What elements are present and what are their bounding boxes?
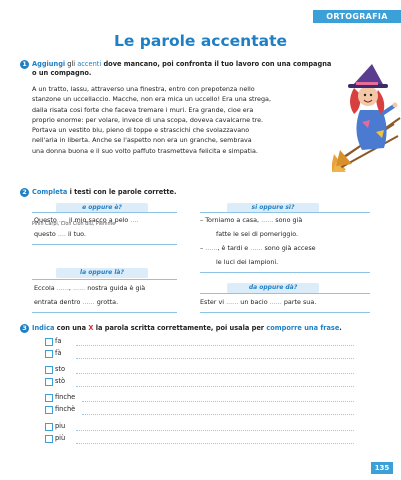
text: il tuo. bbox=[65, 230, 86, 238]
exercise-line bbox=[34, 229, 86, 239]
text: parte sua. bbox=[281, 298, 317, 306]
choice-label-da: da oppure dà? bbox=[227, 283, 319, 293]
exercise-2-instructions bbox=[32, 188, 177, 197]
word-option: più bbox=[55, 434, 66, 442]
divider bbox=[200, 312, 370, 313]
text: – Torniamo a casa, bbox=[200, 216, 262, 224]
checkbox-option[interactable] bbox=[45, 338, 53, 346]
text: questo bbox=[34, 230, 58, 238]
exercise-number-2: 2 bbox=[20, 188, 29, 197]
blank-field[interactable]: ...... bbox=[56, 284, 69, 292]
exercise-3-instructions bbox=[32, 324, 362, 333]
blank-field[interactable]: ...... bbox=[250, 244, 263, 252]
word-option: stò bbox=[55, 377, 66, 385]
checkbox-option[interactable] bbox=[45, 435, 53, 443]
passage-line: nell'aria in liberta. Anche se l'aspetto non era un granche, sembrava bbox=[32, 136, 252, 145]
exercise-line: fatte le sei di pomeriggio. bbox=[216, 230, 299, 238]
instr-verb: Completa bbox=[32, 188, 68, 196]
answer-line[interactable] bbox=[76, 430, 354, 431]
exercise-line bbox=[200, 215, 302, 225]
checkbox-option[interactable] bbox=[45, 406, 53, 414]
text: , bbox=[68, 284, 73, 292]
text: grotta. bbox=[94, 298, 119, 306]
blank-field[interactable]: ...... bbox=[261, 216, 274, 224]
instr-highlight: accenti bbox=[77, 60, 102, 68]
exercise-1-instructions bbox=[32, 60, 332, 77]
exercise-number-3: 3 bbox=[20, 324, 29, 333]
blank-field[interactable]: .... bbox=[130, 216, 139, 224]
exercise-line bbox=[200, 243, 316, 253]
checkbox-option[interactable] bbox=[45, 394, 53, 402]
passage-line: A un tratto, lassu, attraverso una finestra, entro con prepotenza nello bbox=[32, 85, 255, 93]
checkbox-option[interactable] bbox=[45, 378, 53, 386]
text: sono già bbox=[273, 216, 303, 224]
passage-line: una donna buona e il suo volto paffuto trasmetteva felicita e simpatia. bbox=[32, 146, 258, 155]
passage-line: dalla risata cosi forte che faceva tremare i muri. Era grande, cioe era bbox=[32, 105, 254, 114]
word-option: piu bbox=[55, 422, 66, 430]
choice-label-e: e oppure è? bbox=[56, 203, 148, 213]
witch-illustration bbox=[332, 62, 401, 172]
answer-line[interactable] bbox=[82, 401, 354, 402]
passage-line: stanzone un uccellaccio. Macche, non era mica un uccello! Era una strega, bbox=[32, 95, 271, 104]
instr-text: o un compagno. bbox=[32, 68, 92, 77]
word-option: finche bbox=[55, 393, 76, 401]
exercise-line bbox=[34, 283, 145, 293]
choice-label-si: si oppure sì? bbox=[227, 203, 319, 213]
word-option: fa bbox=[55, 337, 62, 345]
text: – bbox=[200, 244, 206, 252]
divider bbox=[200, 272, 370, 273]
instr-text: . bbox=[339, 324, 342, 332]
text: il mio sacco a pelo bbox=[66, 216, 131, 224]
answer-line[interactable] bbox=[76, 358, 354, 359]
instr-verb: Indica bbox=[32, 324, 55, 332]
exercise-number-1: 1 bbox=[20, 60, 29, 69]
instr-text: con una bbox=[54, 324, 89, 332]
exercise-line bbox=[200, 297, 316, 307]
divider bbox=[200, 293, 370, 294]
blank-field[interactable]: ...... bbox=[226, 298, 239, 306]
text: Questo bbox=[34, 216, 59, 224]
instr-text: gli bbox=[65, 60, 78, 68]
text: sono già accese bbox=[262, 244, 316, 252]
blank-field[interactable]: .... bbox=[58, 216, 67, 224]
passage-line: Portava un vestito blu, pieno di toppe e strascichi che svolazzavano bbox=[32, 126, 250, 135]
instr-text: la parola scritta correttamente, poi usala per bbox=[93, 324, 267, 332]
divider bbox=[32, 279, 177, 280]
checkbox-option[interactable] bbox=[45, 366, 53, 374]
choice-label-la: la oppure là? bbox=[56, 268, 148, 278]
divider bbox=[32, 312, 177, 313]
text: entrata dentro bbox=[34, 298, 83, 306]
text: , è tardi e bbox=[217, 244, 251, 252]
blank-field[interactable]: .... bbox=[57, 230, 66, 238]
passage-line: proprio enorme: per volare, invece di una scopa, doveva cavalcarne tre. bbox=[32, 115, 264, 124]
word-option: finchè bbox=[55, 405, 76, 413]
text: Eccola bbox=[34, 284, 57, 292]
blank-field[interactable]: ...... bbox=[205, 244, 218, 252]
page-number: 135 bbox=[371, 462, 393, 474]
instr-verb: Aggiungi bbox=[32, 60, 66, 68]
answer-line[interactable] bbox=[76, 345, 354, 346]
reading-passage bbox=[32, 84, 342, 156]
divider bbox=[200, 212, 370, 213]
blank-field[interactable]: ...... bbox=[82, 298, 95, 306]
passage-source: Pinin Carpi, Cion Cion Blu, Piemme bbox=[32, 222, 116, 227]
answer-line[interactable] bbox=[82, 414, 354, 415]
page-title: Le parole accentate bbox=[113, 32, 288, 50]
exercise-line bbox=[34, 215, 139, 225]
answer-line[interactable] bbox=[76, 443, 354, 444]
blank-field[interactable]: ...... bbox=[269, 298, 282, 306]
divider bbox=[32, 212, 177, 213]
answer-line[interactable] bbox=[76, 373, 354, 374]
exercise-line: le luci dei lampioni. bbox=[216, 258, 279, 266]
text: Ester vi bbox=[200, 298, 227, 306]
instr-text: i testi con le parole corrette. bbox=[67, 188, 177, 196]
checkbox-option[interactable] bbox=[45, 350, 53, 358]
text: un bacio bbox=[238, 298, 270, 306]
instr-text: dove mancano, poi confronta il tuo lavoro con una compagna bbox=[101, 60, 332, 68]
x-mark: X bbox=[88, 324, 94, 332]
text: nostra guida è già bbox=[85, 284, 146, 292]
word-option: sto bbox=[55, 365, 66, 373]
section-tag: ORTOGRAFIA bbox=[313, 10, 401, 23]
word-option: fà bbox=[55, 349, 62, 357]
checkbox-option[interactable] bbox=[45, 423, 53, 431]
divider bbox=[32, 244, 177, 245]
exercise-line bbox=[34, 297, 118, 307]
instr-highlight: comporre una frase bbox=[266, 324, 340, 332]
blank-field[interactable]: ...... bbox=[72, 284, 86, 292]
answer-line[interactable] bbox=[76, 386, 354, 387]
